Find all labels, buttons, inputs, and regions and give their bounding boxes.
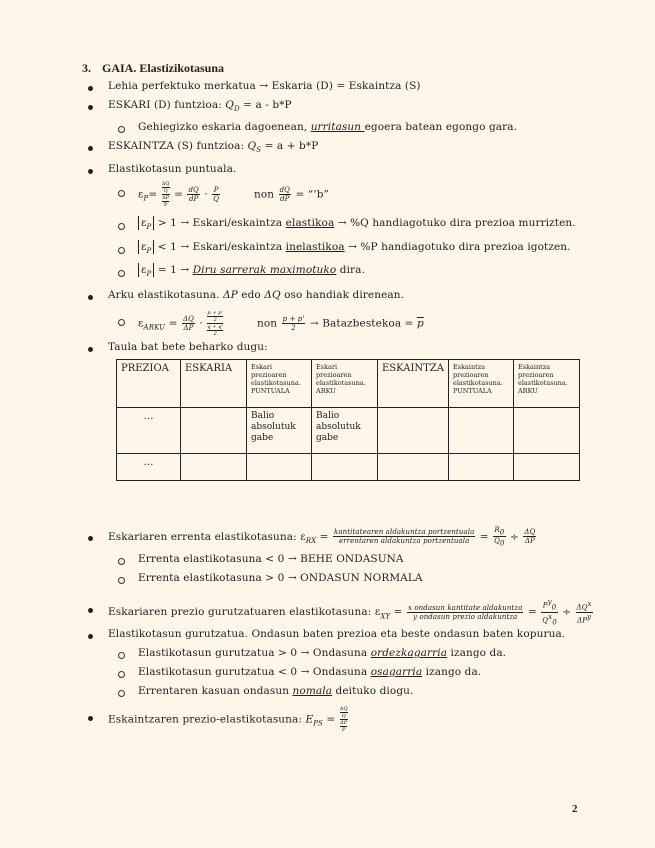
formula-point-elasticity-content: $\varepsilon_P=$ $\frac{\Delta Q}{Q}$ $\frac{\Delta P}{P}$ = $\frac{dQ}{dP}$ · $\frac{P}{Q}$ non $\frac{dQ}{dP}$ = “‘b” — [138, 181, 329, 208]
text-perfect-market: Lehia perfektuko merkatua → Eskaria (D) = Eskaintza (S) — [108, 80, 421, 92]
header-demand-point: Eskari prezioaren elastikotasuna. PUNTUALA — [247, 360, 312, 408]
header-demand-arc: Eskari prezioaren elastikotasuna. ARKU — [312, 360, 378, 408]
cell-empty — [247, 454, 312, 481]
text-shortage: Gehiegizko eskaria dagoenean, urritasun egoera batean egongo gara. — [138, 121, 518, 133]
formula-income-elasticity: Eskariaren errenta elastikotasuna: $\varepsilon_{RX}$ = $\frac{\text{kantitatearen aldakuntza portzentuala}}{\text{errentaren aldakuntza portzentuala}}$ = $\frac{R_0}{Q_0}$ ÷ $\frac{\Delta Q}{\Delta P}$ — [108, 526, 536, 548]
cell-empty — [513, 408, 579, 454]
cell-demand-arc-1: Balio absolutuk gabe — [312, 408, 378, 454]
section-number: 3. — [82, 61, 91, 75]
text-elastic: $\varepsilon_P > 1$ → Eskari/eskaintza elastikoa → %Q handiagotuko dira prezioa murrizten. — [138, 216, 576, 230]
text-inferior-good: Errenta elastikotasuna < 0 → BEHE ONDASUNA — [138, 553, 404, 565]
text-substitute: Elastikotasun gurutzatua > 0 → Ondasuna ordezkagarria izango da. — [138, 647, 507, 659]
elasticity-table — [116, 359, 580, 481]
header-prezioa: PREZIOA — [117, 360, 181, 408]
cell-empty — [513, 454, 579, 481]
text-point-elasticity: Elastikotasun puntuala. — [108, 163, 237, 175]
cell-empty — [312, 454, 378, 481]
text-cross-definition: Elastikotasun gurutzatua. Ondasun baten prezioa eta beste ondasun baten kopurua. — [108, 628, 566, 640]
section-title: GAIA. Elastizikotasuna — [102, 61, 225, 75]
text-demand-function: ESKARI (D) funtzioa: $Q_D = a - b*P$ — [108, 99, 292, 114]
header-eskaintza: ESKAINTZA — [378, 360, 449, 408]
formula-supply-price-elasticity: Eskaintzaren prezio-elastikotasuna: $E_{PS}$ = $\frac{\Delta Q}{Q}$ $\frac{\Delta P}{P}$ — [108, 706, 348, 733]
text-income-case: Errentaren kasuan ondasun nomala deituko diogu. — [138, 685, 414, 697]
header-eskaria: ESKARIA — [181, 360, 247, 408]
page-number: 2 — [572, 803, 578, 815]
cell-demand-point-1: Balio absolutuk gabe — [247, 408, 312, 454]
table-header-row — [117, 360, 580, 408]
header-supply-arc: Eskaintza prezioaren elastikotasuna. ARKU — [513, 360, 579, 408]
text-table-intro: Taula bat bete beharko dugu: — [108, 341, 268, 353]
text-supply-function: ESKAINTZA (S) funtzioa: $Q_S = a + b*P$ — [108, 140, 319, 155]
formula-cross-elasticity: Eskariaren prezio gurutzatuaren elastikotasuna: $\varepsilon_{XY}$ = $\frac{\text{x ondasun kantitate aldakuntza}}{\text{y ondasun prezio aldakuntza}}$ = $\frac{P^y_0}{Q^x_0}$ ÷ $\frac{\Delta Q^x}{\Delta P^y}$ — [108, 598, 592, 627]
header-supply-point: Eskaintza prezioaren elastikotasuna. PUNTUALA — [448, 360, 513, 408]
table-row — [117, 454, 580, 481]
cell-empty — [181, 408, 247, 454]
formula-arc-elasticity-content: $\varepsilon_{ARKU}$ = $\frac{\Delta Q}{\Delta P}$ · $\frac{\frac{p + p'}{2}}{\frac{q + q'}{2}}$ non $\frac{p + p'}{2}$ → Batazbestekoa = $\overline{p}$ — [138, 310, 424, 337]
cell-empty — [378, 408, 449, 454]
cell-empty — [448, 454, 513, 481]
cell-empty — [378, 454, 449, 481]
text-unit-elastic: $\varepsilon_P = 1$ → Diru sarrerak maximotuko dira. — [138, 263, 365, 277]
text-normal-good: Errenta elastikotasuna > 0 → ONDASUN NORMALA — [138, 572, 423, 584]
cell-price-2: … — [117, 454, 181, 481]
cell-price-1: … — [117, 408, 181, 454]
text-inelastic: $\varepsilon_P < 1$ → Eskari/eskaintza inelastikoa → %P handiagotuko dira prezioa igotzen. — [138, 240, 571, 254]
cell-empty — [181, 454, 247, 481]
text-complement: Elastikotasun gurutzatua < 0 → Ondasuna osagarria izango da. — [138, 666, 482, 678]
text-arc-elasticity: Arku elastikotasuna. ΔP edo ΔQ oso handiak direnean. — [108, 289, 405, 301]
section-heading — [82, 61, 224, 76]
cell-empty — [448, 408, 513, 454]
table-row — [117, 408, 580, 454]
